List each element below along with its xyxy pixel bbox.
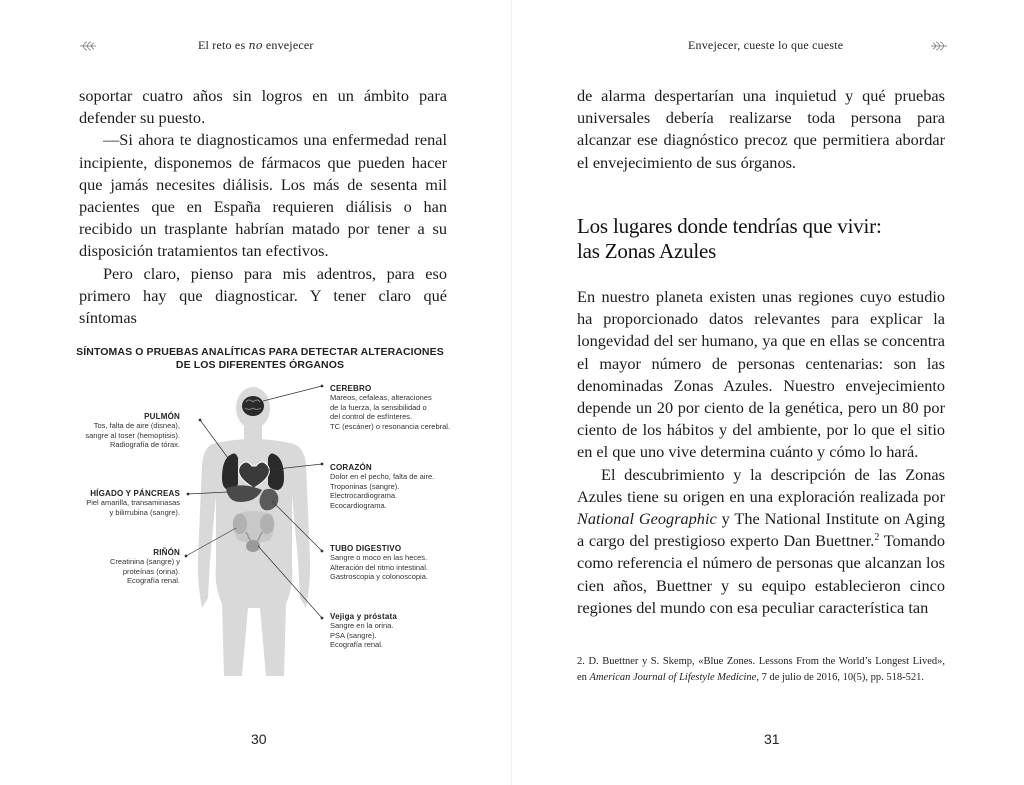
running-head-no: no [248,39,263,52]
organ-infographic [60,346,480,691]
footnote-journal: American Journal of Lifestyle Medicine [589,672,757,683]
section-heading [577,214,945,264]
infographic-title-line: DE LOS DIFERENTES ÓRGANOS [175,359,345,371]
label-tubo-digestivo [330,544,480,582]
label-header: RIÑÓN [153,548,180,557]
running-head-after: envejecer [262,38,314,52]
section-heading-line: Los lugares donde tendrías que vivir: [577,214,882,238]
label-header: TUBO DIGESTIVO [330,544,402,553]
label-line: Mareos, cefaleas, alteraciones [330,393,432,403]
label-line: TC (escáner) o resonancia cerebral. [330,421,451,431]
label-line: proteínas (orina). [122,566,180,576]
right-intro-text [577,85,945,174]
label-line: Tos, falta de aire (disnea), [93,421,180,431]
bladder-organ [246,540,260,552]
leaf-sprig-icon [79,40,97,52]
label-cerebro [330,384,480,431]
italic-run: National Geographic [577,509,717,529]
label-corazon [330,463,480,510]
label-line: Alteración del ritmo intestinal. [330,562,428,572]
page-number-right: 31 [764,731,780,747]
label-line: PSA (sangre). [330,630,377,640]
label-line: sangre al toser (hemoptisis). [85,430,180,440]
paragraph [577,464,945,619]
label-line: de la fuerza, la sensibilidad o [330,402,427,412]
right-body-text [577,286,945,619]
text-run: Tomando como referencia el número de personas que alcanzan los cien años, Buettner y su equipo establecieron cinco regiones del mundo con esa peculiar característica tan [577,531,945,617]
paragraph: soportar cuatro años sin logros en un ámbito para defender su puesto. [79,86,447,128]
label-header: PULMÓN [144,412,180,421]
page-number-left: 30 [251,731,267,747]
label-higado [60,489,180,517]
label-header: HÍGADO Y PÁNCREAS [90,489,180,498]
label-line: Radiografía de tórax. [109,440,180,450]
label-line: Creatinina (sangre) y [109,557,180,567]
section-heading-line: las Zonas Azules [577,239,717,263]
label-line: Dolor en el pecho, falta de aire. [330,472,435,482]
label-line: Troponinas (sangre). [330,481,400,491]
label-header: CORAZÓN [330,463,372,472]
label-header: CEREBRO [330,384,372,393]
paragraph: Pero claro, pienso para mis adentros, para eso primero hay que diagnosticar. Y tener claro qué síntomas [79,263,447,328]
paragraph: —Si ahora te diagnosticamos una enfermedad renal incipiente, disponemos de fármacos que pueden hacer que jamás necesites diálisis. Los más de sesenta mil pacientes que en España requieren diálisis o han recibido un trasplante habrían matado por tener a su disposición tratamientos tan efectivos. [79,130,447,261]
paragraph: En nuestro planeta existen unas regiones cuyo estudio ha proporcionado datos relevantes para explicar la longevidad del ser humano, ya que en ellas se concentra el mayor número de personas centenarias: son las denominadas Zonas Azules. Nuestro envejecimiento depende un 20 por ciento de la genética, pero un 80 por ciento de los hábitos y del ambiente, por lo que el sitio en el que uno vive determina cuánto y cómo lo hará. [577,287,945,462]
label-line: Piel amarilla, transaminasas [86,498,180,508]
label-vejiga [330,612,480,650]
footnote-text: , 7 de julio de 2016, 10(5), pp. 518-521. [756,672,925,683]
label-line: Ecocardiograma. [330,500,387,510]
running-head-right: Envejecer, cueste lo que cueste [688,38,844,52]
intestine-organ [233,511,274,543]
paragraph: de alarma despertarían una inquietud y qué pruebas universales debería realizarse toda persona para alcanzar ese diagnóstico precoz que permitiera abordar el envejecimiento de sus órganos. [577,86,945,172]
label-line: Ecografía renal. [330,640,383,650]
running-head-left [198,38,314,53]
infographic-title-line: SÍNTOMAS O PRUEBAS ANALÍTICAS PARA DETECTAR ALTERACIONES [76,346,444,358]
label-line: Electrocardiograma. [330,491,398,501]
label-rinon [60,548,180,586]
leaf-sprig-icon [930,40,948,52]
brain-organ [242,396,264,416]
footnote-ref: 2 [874,532,880,544]
text-run: El descubrimiento y la descripción de las Zonas Azules tiene su origen en una exploración realizada por [577,464,945,506]
label-line: del control de esfínteres. [330,412,413,422]
right-page [512,0,1024,785]
left-body-text [79,85,447,329]
label-pulmon [60,412,180,450]
label-header: Vejiga y próstata [330,612,397,621]
label-line: Gastroscopia y colonoscopia. [330,572,428,582]
label-line: Sangre en la orina. [330,621,394,631]
footnote [577,654,945,686]
text-run: y The National Institute on Aging a cargo del prestigioso experto Dan Buettner. [577,509,945,551]
footnote-text: 2. D. Buettner y S. Skemp, «Blue Zones. Lessons From the World’s Longest Lived», en [577,656,945,683]
label-line: Sangre o moco en las heces. [330,553,428,563]
label-line: y bilirrubina (sangre). [109,507,180,517]
label-line: Ecografía renal. [127,576,180,586]
running-head-before: El reto es [198,38,249,52]
infographic-title [60,346,460,372]
